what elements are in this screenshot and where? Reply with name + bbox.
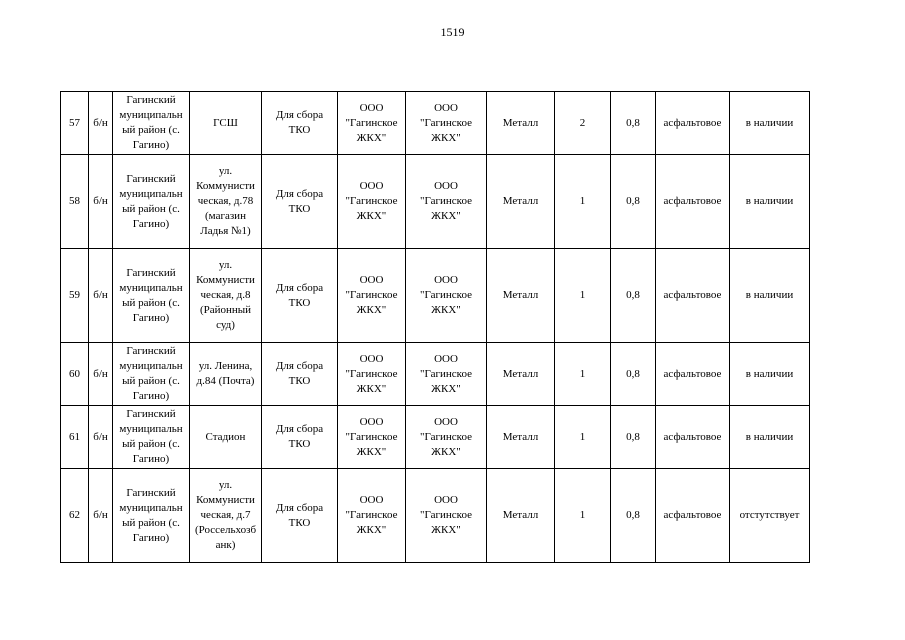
- operator-cell: [406, 469, 487, 563]
- owner-cell: [338, 249, 406, 343]
- purpose-cell-line: Для сбора: [275, 281, 324, 294]
- operator-cell-line: ООО: [434, 415, 458, 428]
- purpose-cell-line: Для сбора: [275, 109, 324, 121]
- operator-cell-line: ЖКХ": [431, 210, 461, 222]
- owner-cell-line: ООО: [359, 352, 384, 365]
- operator-cell: [406, 92, 487, 155]
- operator-cell: [406, 249, 487, 343]
- container-material-cell: Металл: [487, 92, 555, 155]
- purpose-cell: [262, 343, 338, 406]
- operator-cell-line: ООО: [434, 494, 458, 506]
- purpose-cell-line: ТКО: [288, 202, 311, 215]
- owner-cell-line: "Гагинское: [345, 509, 398, 521]
- owner-cell: [338, 469, 406, 563]
- district-cell-line: муниципальн: [119, 281, 183, 294]
- district-cell-line: муниципальн: [119, 109, 183, 121]
- owner-cell-line: "Гагинское: [345, 430, 398, 443]
- operator-cell: [406, 343, 487, 406]
- owner-cell: [338, 406, 406, 469]
- table-row: [61, 406, 810, 469]
- owner-cell-line: "Гагинское: [345, 289, 398, 301]
- operator-cell-line: ООО: [434, 274, 458, 286]
- address-cell-line: ческая, д.78: [197, 195, 254, 207]
- district-cell: [113, 406, 190, 469]
- district-cell: [113, 249, 190, 343]
- district-cell-line: Гагинский: [126, 94, 176, 106]
- page-number: 1519: [440, 25, 465, 39]
- container-material-cell: Металл: [487, 469, 555, 563]
- address-cell-line: д.84 (Почта): [196, 375, 255, 387]
- district-cell: [113, 343, 190, 406]
- operator-cell-line: ЖКХ": [431, 131, 461, 144]
- address-cell: [190, 343, 262, 406]
- container-material-cell: Металл: [487, 343, 555, 406]
- row-number-cell: 58: [61, 155, 89, 249]
- table-row: [61, 92, 810, 155]
- container-volume-cell: 0,8: [611, 406, 656, 469]
- district-cell-line: Гагинский: [126, 486, 176, 499]
- address-cell-line: суд): [216, 319, 235, 331]
- owner-cell-line: ООО: [359, 415, 384, 428]
- surface-type-cell: асфальтовое: [656, 155, 730, 249]
- district-cell-line: ый район (с.: [122, 296, 180, 309]
- operator-cell: [406, 155, 487, 249]
- table-row: [61, 249, 810, 343]
- fence-status-cell: в наличии: [730, 406, 810, 469]
- purpose-cell-line: ТКО: [288, 124, 311, 136]
- registry-number-cell: б/н: [89, 469, 113, 563]
- container-material-cell: Металл: [487, 406, 555, 469]
- purpose-cell: [262, 469, 338, 563]
- district-cell-line: муниципальн: [119, 423, 183, 435]
- purpose-cell: [262, 249, 338, 343]
- operator-cell: [406, 406, 487, 469]
- purpose-cell: [262, 92, 338, 155]
- district-cell: [113, 155, 190, 249]
- owner-cell-line: ООО: [359, 274, 384, 286]
- address-cell-line: ул.: [218, 165, 233, 177]
- container-count-cell: 1: [555, 343, 611, 406]
- registry-number-cell: б/н: [89, 249, 113, 343]
- owner-cell-line: ЖКХ": [356, 210, 387, 222]
- district-cell-line: Гагино): [132, 139, 170, 151]
- district-cell: [113, 92, 190, 155]
- purpose-cell-line: ТКО: [288, 375, 311, 387]
- operator-cell-line: "Гагинское: [420, 195, 472, 207]
- district-cell-line: муниципальн: [119, 187, 183, 200]
- district-cell-line: Гагинский: [126, 345, 176, 357]
- row-number-cell: 61: [61, 406, 89, 469]
- owner-cell-line: ООО: [359, 101, 384, 114]
- operator-cell-line: ЖКХ": [431, 304, 461, 316]
- operator-cell-line: ООО: [434, 180, 458, 192]
- address-cell-line: ГСШ: [213, 116, 238, 129]
- district-cell-line: ый район (с.: [122, 202, 180, 215]
- district-cell-line: Гагино): [132, 217, 170, 230]
- owner-cell-line: ЖКХ": [356, 524, 387, 536]
- address-cell-line: ческая, д.8: [200, 289, 251, 301]
- owner-cell: [338, 155, 406, 249]
- container-count-cell: 1: [555, 406, 611, 469]
- container-volume-cell: 0,8: [611, 155, 656, 249]
- address-cell: [190, 406, 262, 469]
- purpose-cell-line: Для сбора: [275, 360, 324, 372]
- district-cell-line: ый район (с.: [122, 375, 180, 387]
- address-cell-line: (Районный: [199, 304, 252, 316]
- owner-cell-line: "Гагинское: [345, 367, 398, 380]
- owner-cell-line: ООО: [359, 494, 384, 506]
- district-cell-line: Гагинский: [126, 408, 176, 420]
- owner-cell-line: ЖКХ": [356, 131, 387, 144]
- container-count-cell: 1: [555, 155, 611, 249]
- operator-cell-line: ЖКХ": [431, 382, 461, 395]
- waste-site-table: [60, 91, 810, 563]
- address-cell: [190, 249, 262, 343]
- owner-cell: [338, 92, 406, 155]
- owner-cell-line: ООО: [359, 180, 384, 192]
- district-cell-line: ый район (с.: [122, 124, 180, 136]
- container-volume-cell: 0,8: [611, 343, 656, 406]
- owner-cell-line: "Гагинское: [345, 116, 398, 129]
- district-cell-line: муниципальн: [119, 501, 183, 514]
- container-count-cell: 2: [555, 92, 611, 155]
- row-number-cell: 60: [61, 343, 89, 406]
- container-material-cell: Металл: [487, 155, 555, 249]
- table-body: [61, 92, 810, 563]
- operator-cell-line: ООО: [434, 101, 458, 114]
- purpose-cell-line: ТКО: [288, 296, 311, 309]
- address-cell: [190, 155, 262, 249]
- owner-cell-line: ЖКХ": [356, 382, 387, 395]
- operator-cell-line: "Гагинское: [420, 116, 472, 129]
- purpose-cell: [262, 155, 338, 249]
- address-cell: [190, 92, 262, 155]
- row-number-cell: 62: [61, 469, 89, 563]
- surface-type-cell: асфальтовое: [656, 469, 730, 563]
- fence-status-cell: в наличии: [730, 249, 810, 343]
- district-cell-line: Гагино): [132, 453, 170, 465]
- district-cell-line: муниципальн: [119, 360, 183, 372]
- operator-cell-line: ООО: [434, 352, 458, 365]
- surface-type-cell: асфальтовое: [656, 249, 730, 343]
- purpose-cell-line: ТКО: [288, 438, 311, 450]
- container-volume-cell: 0,8: [611, 249, 656, 343]
- row-number-cell: 59: [61, 249, 89, 343]
- district-cell: [113, 469, 190, 563]
- operator-cell-line: "Гагинское: [420, 509, 472, 521]
- address-cell-line: Коммунисти: [196, 494, 255, 506]
- address-cell-line: ул.: [218, 259, 233, 271]
- address-cell-line: ческая, д.7: [200, 509, 251, 521]
- container-material-cell: Металл: [487, 249, 555, 343]
- district-cell-line: Гагинский: [126, 266, 176, 279]
- fence-status-cell: в наличии: [730, 343, 810, 406]
- registry-number-cell: б/н: [89, 155, 113, 249]
- fence-status-cell: отстутствует: [730, 469, 810, 563]
- purpose-cell-line: Для сбора: [275, 423, 324, 435]
- container-count-cell: 1: [555, 469, 611, 563]
- district-cell-line: ый район (с.: [122, 438, 180, 450]
- district-cell-line: Гагино): [132, 390, 170, 402]
- operator-cell-line: "Гагинское: [420, 367, 472, 380]
- purpose-cell: [262, 406, 338, 469]
- owner-cell-line: ЖКХ": [356, 445, 387, 458]
- fence-status-cell: в наличии: [730, 92, 810, 155]
- address-cell-line: ул. Ленина,: [198, 360, 253, 372]
- purpose-cell-line: Для сбора: [275, 501, 324, 514]
- owner-cell-line: ЖКХ": [356, 304, 387, 316]
- purpose-cell-line: ТКО: [288, 516, 311, 529]
- district-cell-line: Гагино): [132, 311, 170, 324]
- address-cell-line: анк): [215, 539, 236, 551]
- table-row: [61, 155, 810, 249]
- owner-cell-line: "Гагинское: [345, 195, 398, 207]
- address-cell: [190, 469, 262, 563]
- district-cell-line: ый район (с.: [122, 516, 180, 529]
- operator-cell-line: ЖКХ": [431, 524, 461, 536]
- container-count-cell: 1: [555, 249, 611, 343]
- surface-type-cell: асфальтовое: [656, 343, 730, 406]
- address-cell-line: Коммунисти: [196, 180, 255, 192]
- registry-number-cell: б/н: [89, 92, 113, 155]
- operator-cell-line: "Гагинское: [420, 430, 472, 443]
- container-volume-cell: 0,8: [611, 469, 656, 563]
- purpose-cell-line: Для сбора: [275, 187, 324, 200]
- address-cell-line: Коммунисти: [196, 274, 255, 286]
- district-cell-line: Гагино): [132, 531, 170, 544]
- address-cell-line: Ладья №1): [200, 225, 251, 237]
- address-cell-line: (магазин: [205, 210, 246, 222]
- row-number-cell: 57: [61, 92, 89, 155]
- fence-status-cell: в наличии: [730, 155, 810, 249]
- table-row: [61, 469, 810, 563]
- address-cell-line: Стадион: [205, 430, 246, 443]
- registry-number-cell: б/н: [89, 343, 113, 406]
- address-cell-line: (Россельхозб: [194, 524, 257, 536]
- district-cell-line: Гагинский: [126, 172, 176, 185]
- surface-type-cell: асфальтовое: [656, 92, 730, 155]
- table-row: [61, 343, 810, 406]
- operator-cell-line: ЖКХ": [431, 445, 461, 458]
- container-volume-cell: 0,8: [611, 92, 656, 155]
- surface-type-cell: асфальтовое: [656, 406, 730, 469]
- registry-number-cell: б/н: [89, 406, 113, 469]
- operator-cell-line: "Гагинское: [420, 289, 472, 301]
- owner-cell: [338, 343, 406, 406]
- address-cell-line: ул.: [218, 479, 233, 491]
